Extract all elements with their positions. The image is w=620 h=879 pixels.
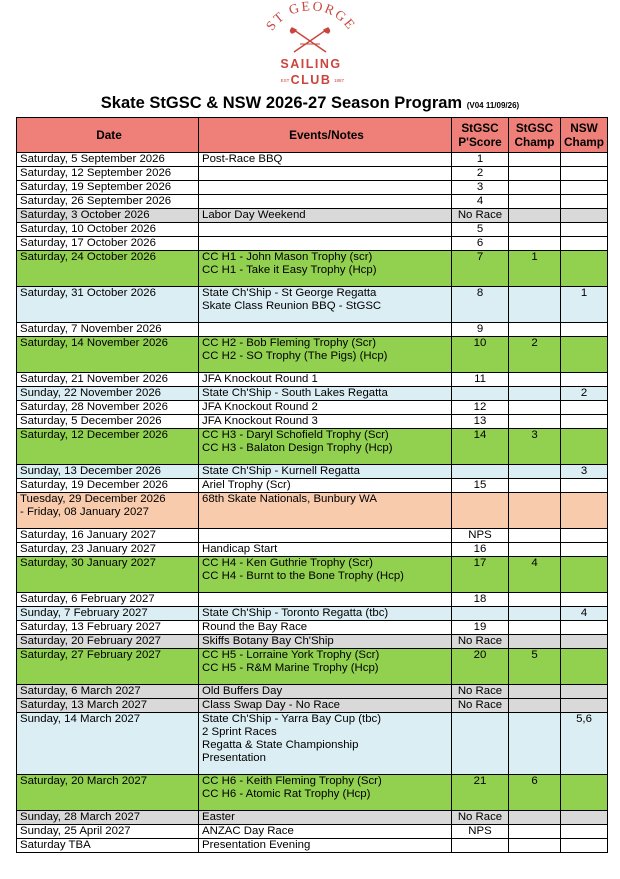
cell-nsw-champ [561, 415, 608, 429]
cell-stgsc-champ [509, 209, 561, 223]
cell-pscore: No Race [452, 699, 509, 713]
col-header-events: Events/Notes [199, 118, 452, 153]
cell-date: Saturday, 19 December 2026 [17, 479, 199, 493]
cell-pscore: NPS [452, 529, 509, 543]
cell-nsw-champ [561, 401, 608, 415]
cell-nsw-champ [561, 323, 608, 337]
cell-nsw-champ [561, 167, 608, 181]
cell-events: CC H6 - Keith Fleming Trophy (Scr) CC H6 - Atomic Rat Trophy (Hcp) [199, 775, 452, 811]
table-row [17, 557, 608, 593]
cell-events: Round the Bay Race [199, 621, 452, 635]
cell-pscore: 6 [452, 237, 509, 251]
cell-stgsc-champ: 4 [509, 557, 561, 593]
page-title-text: Skate StGSC & NSW 2026-27 Season Program [100, 94, 463, 112]
cell-date: Saturday, 5 December 2026 [17, 415, 199, 429]
table-row [17, 387, 608, 401]
cell-nsw-champ [561, 557, 608, 593]
col-header-date: Date [17, 118, 199, 153]
cell-pscore [452, 713, 509, 775]
cell-nsw-champ [561, 811, 608, 825]
season-program-table [16, 117, 608, 853]
cell-stgsc-champ [509, 287, 561, 323]
cell-nsw-champ [561, 223, 608, 237]
page-title [0, 94, 620, 113]
logo-name-mid: SAILING [280, 57, 342, 71]
cell-date: Saturday, 7 November 2026 [17, 323, 199, 337]
table-row [17, 593, 608, 607]
cell-date: Saturday, 12 September 2026 [17, 167, 199, 181]
cell-events [199, 181, 452, 195]
cell-stgsc-champ [509, 387, 561, 401]
cell-date: Saturday, 13 March 2027 [17, 699, 199, 713]
cell-pscore: 5 [452, 223, 509, 237]
cell-nsw-champ [561, 543, 608, 557]
cell-pscore: 16 [452, 543, 509, 557]
cell-events: CC H4 - Ken Guthrie Trophy (Scr) CC H4 - Burnt to the Bone Trophy (Hcp) [199, 557, 452, 593]
cell-events: State Ch'Ship - South Lakes Regatta [199, 387, 452, 401]
cell-stgsc-champ [509, 153, 561, 167]
col-header-stgsc-champ: StGSC Champ [509, 118, 561, 153]
table-row [17, 699, 608, 713]
cell-events: Ariel Trophy (Scr) [199, 479, 452, 493]
cell-pscore: 13 [452, 415, 509, 429]
table-row [17, 839, 608, 853]
cell-date: Sunday, 22 November 2026 [17, 387, 199, 401]
logo-name-bottom: CLUB [290, 73, 332, 87]
table-row [17, 373, 608, 387]
cell-pscore [452, 607, 509, 621]
cell-stgsc-champ: 5 [509, 649, 561, 685]
table-row [17, 811, 608, 825]
cell-pscore: 21 [452, 775, 509, 811]
cell-date: Saturday, 6 March 2027 [17, 685, 199, 699]
cell-pscore: NPS [452, 825, 509, 839]
cell-nsw-champ: 1 [561, 287, 608, 323]
cell-events: Class Swap Day - No Race [199, 699, 452, 713]
cell-nsw-champ [561, 373, 608, 387]
cell-pscore: No Race [452, 635, 509, 649]
table-row [17, 251, 608, 287]
cell-events: State Ch'Ship - Kurnell Regatta [199, 465, 452, 479]
cell-stgsc-champ [509, 237, 561, 251]
cell-date: Saturday, 23 January 2027 [17, 543, 199, 557]
cell-pscore: 4 [452, 195, 509, 209]
cell-date: Saturday TBA [17, 839, 199, 853]
cell-date: Saturday, 13 February 2027 [17, 621, 199, 635]
cell-date: Saturday, 19 September 2026 [17, 181, 199, 195]
cell-nsw-champ [561, 529, 608, 543]
cell-pscore: No Race [452, 209, 509, 223]
cell-pscore: 19 [452, 621, 509, 635]
cell-date: Saturday, 27 February 2027 [17, 649, 199, 685]
cell-pscore [452, 465, 509, 479]
table-row [17, 621, 608, 635]
cell-pscore: 15 [452, 479, 509, 493]
cell-nsw-champ [561, 825, 608, 839]
cell-events: CC H5 - Lorraine York Trophy (Scr) CC H5 - R&M Marine Trophy (Hcp) [199, 649, 452, 685]
cell-nsw-champ [561, 153, 608, 167]
cell-stgsc-champ [509, 223, 561, 237]
cell-date: Saturday, 20 February 2027 [17, 635, 199, 649]
cell-events: JFA Knockout Round 2 [199, 401, 452, 415]
cell-nsw-champ [561, 181, 608, 195]
table-row [17, 607, 608, 621]
cell-nsw-champ [561, 479, 608, 493]
cell-date: Sunday, 25 April 2027 [17, 825, 199, 839]
cell-date: Saturday, 17 October 2026 [17, 237, 199, 251]
cell-events: ANZAC Day Race [199, 825, 452, 839]
cell-stgsc-champ [509, 811, 561, 825]
cell-stgsc-champ [509, 543, 561, 557]
cell-events [199, 167, 452, 181]
cell-events: Old Buffers Day [199, 685, 452, 699]
table-row [17, 337, 608, 373]
cell-date: Saturday, 26 September 2026 [17, 195, 199, 209]
cell-date: Saturday, 30 January 2027 [17, 557, 199, 593]
cell-pscore: 11 [452, 373, 509, 387]
table-row [17, 825, 608, 839]
cell-stgsc-champ [509, 167, 561, 181]
table-row [17, 181, 608, 195]
cell-stgsc-champ [509, 479, 561, 493]
table-row [17, 649, 608, 685]
cell-nsw-champ [561, 699, 608, 713]
cell-date: Sunday, 14 March 2027 [17, 713, 199, 775]
cell-pscore: No Race [452, 811, 509, 825]
cell-pscore: 20 [452, 649, 509, 685]
cell-stgsc-champ [509, 635, 561, 649]
table-row [17, 479, 608, 493]
cell-events [199, 195, 452, 209]
cell-events [199, 237, 452, 251]
cell-stgsc-champ [509, 713, 561, 775]
cell-stgsc-champ [509, 415, 561, 429]
cell-events: Skiffs Botany Bay Ch'Ship [199, 635, 452, 649]
cell-pscore: 3 [452, 181, 509, 195]
cell-nsw-champ: 4 [561, 607, 608, 621]
cell-events: JFA Knockout Round 1 [199, 373, 452, 387]
logo-name-top: ST GEORGE [262, 0, 360, 34]
cell-nsw-champ [561, 635, 608, 649]
cell-stgsc-champ [509, 373, 561, 387]
table-row [17, 401, 608, 415]
cell-stgsc-champ: 2 [509, 337, 561, 373]
cell-nsw-champ [561, 429, 608, 465]
table-row [17, 429, 608, 465]
cell-stgsc-champ [509, 529, 561, 543]
cell-pscore: 1 [452, 153, 509, 167]
cell-date: Saturday, 16 January 2027 [17, 529, 199, 543]
cell-events: CC H3 - Daryl Schofield Trophy (Scr) CC H3 - Balaton Design Trophy (Hcp) [199, 429, 452, 465]
cell-nsw-champ: 2 [561, 387, 608, 401]
cell-events [199, 223, 452, 237]
cell-date: Saturday, 14 November 2026 [17, 337, 199, 373]
cell-nsw-champ [561, 209, 608, 223]
cell-nsw-champ: 5,6 [561, 713, 608, 775]
logo-est-left: EST [280, 78, 290, 83]
cell-stgsc-champ [509, 493, 561, 529]
cell-events [199, 529, 452, 543]
cell-stgsc-champ [509, 825, 561, 839]
table-row [17, 209, 608, 223]
table-row [17, 775, 608, 811]
cell-stgsc-champ: 3 [509, 429, 561, 465]
cell-nsw-champ [561, 775, 608, 811]
table-row [17, 529, 608, 543]
cell-date: Saturday, 10 October 2026 [17, 223, 199, 237]
cell-events: Presentation Evening [199, 839, 452, 853]
cell-events: CC H1 - John Mason Trophy (scr) CC H1 - Take it Easy Trophy (Hcp) [199, 251, 452, 287]
cell-pscore: 8 [452, 287, 509, 323]
cell-pscore: 2 [452, 167, 509, 181]
cell-pscore: 10 [452, 337, 509, 373]
cell-pscore: 9 [452, 323, 509, 337]
cell-pscore: 17 [452, 557, 509, 593]
cell-nsw-champ [561, 195, 608, 209]
cell-stgsc-champ [509, 323, 561, 337]
cell-date: Saturday, 5 September 2026 [17, 153, 199, 167]
cell-events [199, 593, 452, 607]
cell-stgsc-champ [509, 607, 561, 621]
cell-date: Saturday, 28 November 2026 [17, 401, 199, 415]
table-row [17, 167, 608, 181]
version-label: (V04 11/09/26) [466, 101, 520, 110]
cell-pscore: 12 [452, 401, 509, 415]
cell-events: CC H2 - Bob Fleming Trophy (Scr) CC H2 - SO Trophy (The Pigs) (Hcp) [199, 337, 452, 373]
cell-events: Post-Race BBQ [199, 153, 452, 167]
cell-stgsc-champ: 1 [509, 251, 561, 287]
crossed-oars-icon [291, 28, 330, 52]
cell-date: Sunday, 28 March 2027 [17, 811, 199, 825]
cell-date: Saturday, 21 November 2026 [17, 373, 199, 387]
cell-stgsc-champ [509, 839, 561, 853]
table-row [17, 223, 608, 237]
table-row [17, 153, 608, 167]
cell-events: 68th Skate Nationals, Bunbury WA [199, 493, 452, 529]
cell-stgsc-champ [509, 195, 561, 209]
cell-events: State Ch'Ship - Yarra Bay Cup (tbc) 2 Sprint Races Regatta & State Championship Presentation [199, 713, 452, 775]
cell-stgsc-champ [509, 699, 561, 713]
cell-nsw-champ [561, 237, 608, 251]
cell-stgsc-champ [509, 465, 561, 479]
cell-pscore: 7 [452, 251, 509, 287]
col-header-nsw-champ: NSW Champ [561, 118, 608, 153]
logo-est-right: 1887 [333, 78, 345, 83]
cell-pscore: No Race [452, 685, 509, 699]
cell-date: Saturday, 20 March 2027 [17, 775, 199, 811]
table-row [17, 685, 608, 699]
table-row [17, 465, 608, 479]
cell-date: Sunday, 7 February 2027 [17, 607, 199, 621]
cell-stgsc-champ [509, 181, 561, 195]
cell-date: Sunday, 13 December 2026 [17, 465, 199, 479]
cell-pscore [452, 387, 509, 401]
table-row [17, 713, 608, 775]
cell-nsw-champ [561, 649, 608, 685]
cell-stgsc-champ [509, 593, 561, 607]
cell-nsw-champ [561, 337, 608, 373]
table-row [17, 635, 608, 649]
cell-stgsc-champ [509, 401, 561, 415]
cell-nsw-champ [561, 493, 608, 529]
cell-date: Saturday, 31 October 2026 [17, 287, 199, 323]
club-logo [0, 0, 620, 92]
cell-events: Easter [199, 811, 452, 825]
cell-nsw-champ [561, 593, 608, 607]
cell-date: Saturday, 12 December 2026 [17, 429, 199, 465]
cell-date: Tuesday, 29 December 2026 - Friday, 08 January 2027 [17, 493, 199, 529]
cell-nsw-champ [561, 251, 608, 287]
cell-nsw-champ [561, 685, 608, 699]
cell-pscore: 14 [452, 429, 509, 465]
cell-pscore: 18 [452, 593, 509, 607]
cell-pscore [452, 493, 509, 529]
cell-date: Saturday, 3 October 2026 [17, 209, 199, 223]
cell-nsw-champ [561, 621, 608, 635]
table-row [17, 237, 608, 251]
cell-events: State Ch'Ship - Toronto Regatta (tbc) [199, 607, 452, 621]
table-row [17, 543, 608, 557]
cell-date: Saturday, 6 February 2027 [17, 593, 199, 607]
cell-stgsc-champ [509, 685, 561, 699]
table-row [17, 493, 608, 529]
cell-date: Saturday, 24 October 2026 [17, 251, 199, 287]
cell-events: Handicap Start [199, 543, 452, 557]
cell-events [199, 323, 452, 337]
table-row [17, 323, 608, 337]
table-header-row [17, 118, 608, 153]
table-row [17, 415, 608, 429]
cell-events: State Ch'Ship - St George Regatta Skate Class Reunion BBQ - StGSC [199, 287, 452, 323]
col-header-pscore: StGSC P'Score [452, 118, 509, 153]
cell-events: JFA Knockout Round 3 [199, 415, 452, 429]
cell-nsw-champ: 3 [561, 465, 608, 479]
cell-pscore [452, 839, 509, 853]
cell-stgsc-champ [509, 621, 561, 635]
cell-nsw-champ [561, 839, 608, 853]
table-row [17, 287, 608, 323]
cell-stgsc-champ: 6 [509, 775, 561, 811]
table-row [17, 195, 608, 209]
cell-events: Labor Day Weekend [199, 209, 452, 223]
